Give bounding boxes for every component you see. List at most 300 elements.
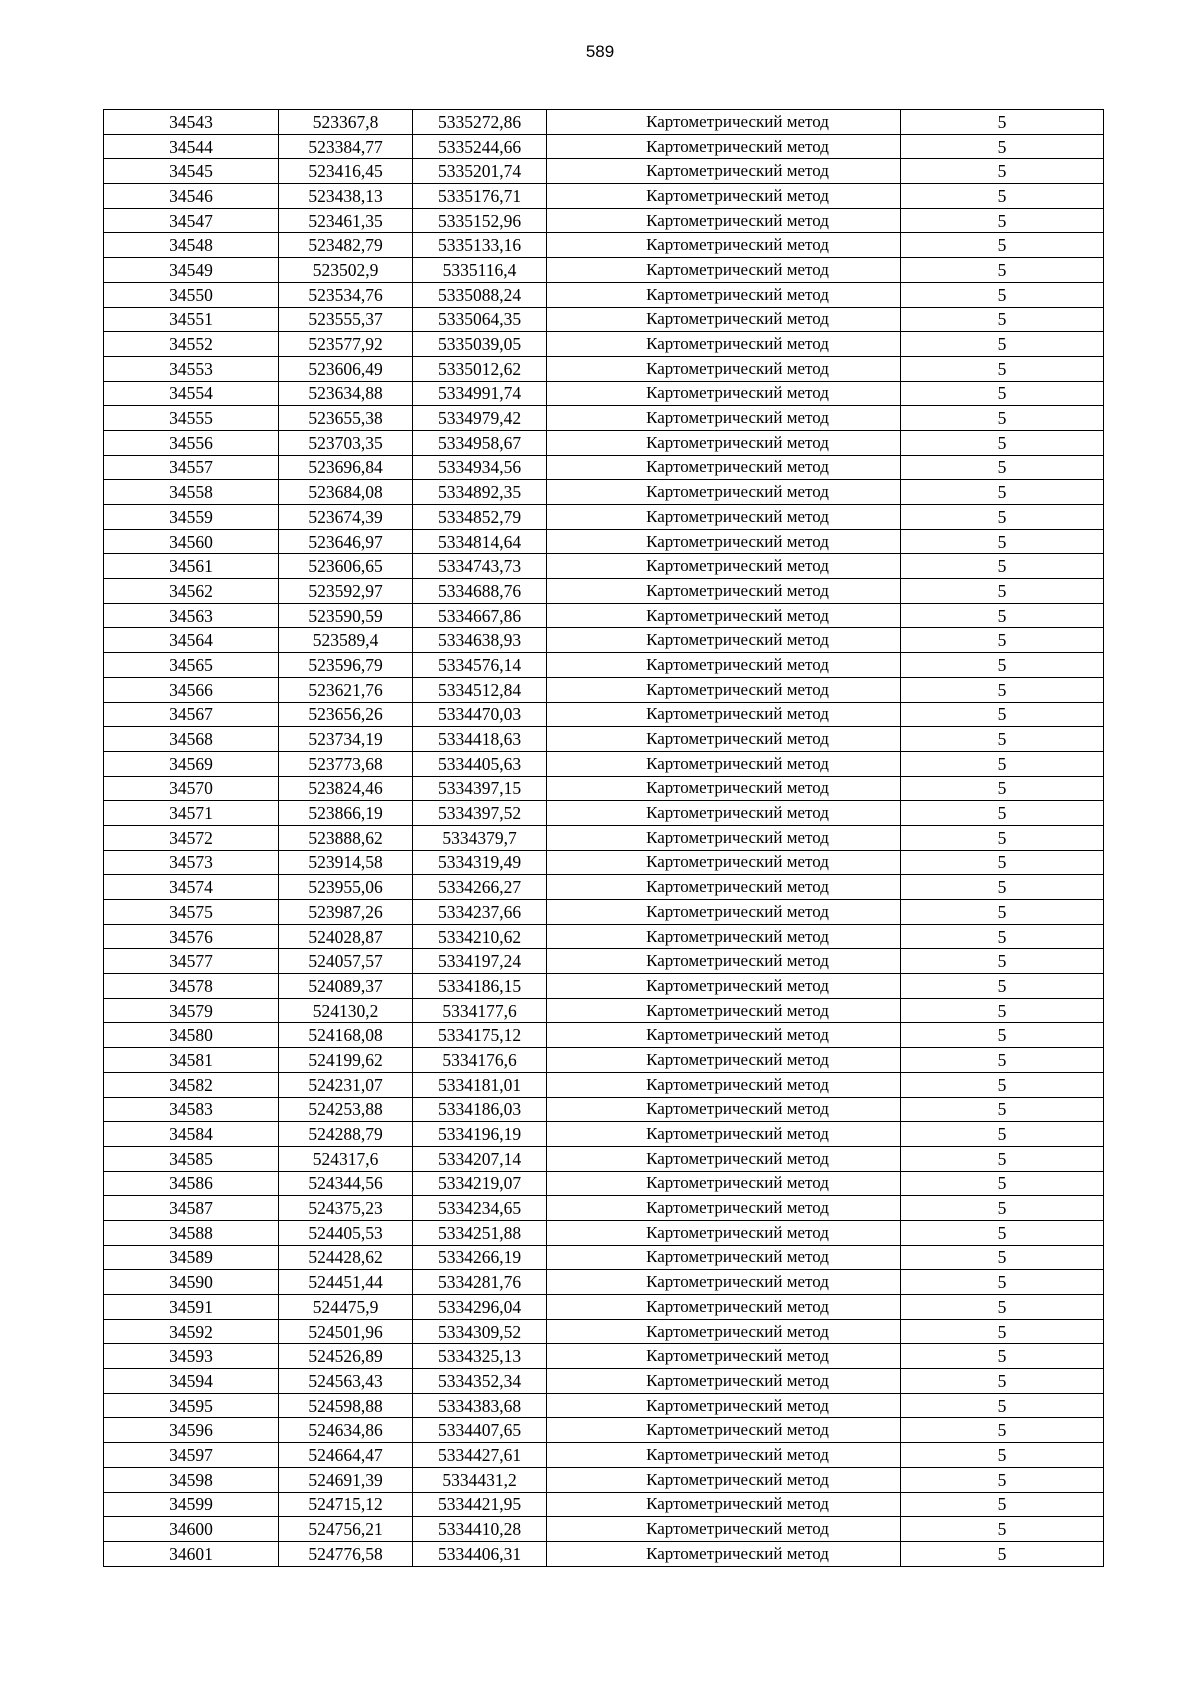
method-cell: Картометрический метод	[547, 974, 901, 999]
table-row	[104, 1492, 1104, 1517]
table-row	[104, 900, 1104, 925]
accuracy-cell: 5	[901, 825, 1104, 850]
x-coordinate-cell: 524344,56	[279, 1171, 413, 1196]
method-cell: Картометрический метод	[547, 307, 901, 332]
point-number-cell: 34546	[104, 184, 279, 209]
method-cell: Картометрический метод	[547, 1467, 901, 1492]
x-coordinate-cell: 524451,44	[279, 1270, 413, 1295]
method-cell: Картометрический метод	[547, 825, 901, 850]
y-coordinate-cell: 5334406,31	[413, 1541, 547, 1566]
table-row	[104, 159, 1104, 184]
x-coordinate-cell: 523384,77	[279, 134, 413, 159]
method-cell: Картометрический метод	[547, 1393, 901, 1418]
table-row	[104, 134, 1104, 159]
method-cell: Картометрический метод	[547, 998, 901, 1023]
y-coordinate-cell: 5334383,68	[413, 1393, 547, 1418]
table-row	[104, 998, 1104, 1023]
y-coordinate-cell: 5335272,86	[413, 110, 547, 135]
y-coordinate-cell: 5335064,35	[413, 307, 547, 332]
point-number-cell: 34585	[104, 1146, 279, 1171]
x-coordinate-cell: 524168,08	[279, 1023, 413, 1048]
accuracy-cell: 5	[901, 727, 1104, 752]
y-coordinate-cell: 5334418,63	[413, 727, 547, 752]
y-coordinate-cell: 5334688,76	[413, 579, 547, 604]
accuracy-cell: 5	[901, 110, 1104, 135]
accuracy-cell: 5	[901, 554, 1104, 579]
accuracy-cell: 5	[901, 1492, 1104, 1517]
accuracy-cell: 5	[901, 751, 1104, 776]
table-row	[104, 1122, 1104, 1147]
x-coordinate-cell: 524253,88	[279, 1097, 413, 1122]
accuracy-cell: 5	[901, 1319, 1104, 1344]
x-coordinate-cell: 524130,2	[279, 998, 413, 1023]
method-cell: Картометрический метод	[547, 1295, 901, 1320]
point-number-cell: 34550	[104, 282, 279, 307]
point-number-cell: 34549	[104, 258, 279, 283]
point-number-cell: 34559	[104, 505, 279, 530]
point-number-cell: 34567	[104, 702, 279, 727]
point-number-cell: 34588	[104, 1220, 279, 1245]
method-cell: Картометрический метод	[547, 875, 901, 900]
y-coordinate-cell: 5335012,62	[413, 356, 547, 381]
y-coordinate-cell: 5334181,01	[413, 1072, 547, 1097]
table-row	[104, 801, 1104, 826]
accuracy-cell: 5	[901, 1295, 1104, 1320]
accuracy-cell: 5	[901, 1146, 1104, 1171]
table-row	[104, 776, 1104, 801]
accuracy-cell: 5	[901, 949, 1104, 974]
point-number-cell: 34579	[104, 998, 279, 1023]
method-cell: Картометрический метод	[547, 1048, 901, 1073]
accuracy-cell: 5	[901, 184, 1104, 209]
table-row	[104, 1443, 1104, 1468]
table-row	[104, 1048, 1104, 1073]
table-row	[104, 850, 1104, 875]
table-row	[104, 381, 1104, 406]
method-cell: Картометрический метод	[547, 554, 901, 579]
method-cell: Картометрический метод	[547, 233, 901, 258]
table-row	[104, 825, 1104, 850]
method-cell: Картометрический метод	[547, 258, 901, 283]
table-row	[104, 1097, 1104, 1122]
accuracy-cell: 5	[901, 1344, 1104, 1369]
x-coordinate-cell: 524428,62	[279, 1245, 413, 1270]
method-cell: Картометрический метод	[547, 702, 901, 727]
x-coordinate-cell: 523696,84	[279, 455, 413, 480]
table-row	[104, 1270, 1104, 1295]
table-row	[104, 603, 1104, 628]
table-row	[104, 529, 1104, 554]
x-coordinate-cell: 523773,68	[279, 751, 413, 776]
point-number-cell: 34564	[104, 628, 279, 653]
point-number-cell: 34544	[104, 134, 279, 159]
point-number-cell: 34570	[104, 776, 279, 801]
point-number-cell: 34561	[104, 554, 279, 579]
point-number-cell: 34565	[104, 653, 279, 678]
table-row	[104, 1171, 1104, 1196]
accuracy-cell: 5	[901, 233, 1104, 258]
accuracy-cell: 5	[901, 924, 1104, 949]
method-cell: Картометрический метод	[547, 1146, 901, 1171]
method-cell: Картометрический метод	[547, 505, 901, 530]
accuracy-cell: 5	[901, 875, 1104, 900]
table-row	[104, 1393, 1104, 1418]
accuracy-cell: 5	[901, 406, 1104, 431]
method-cell: Картометрический метод	[547, 1245, 901, 1270]
x-coordinate-cell: 523656,26	[279, 702, 413, 727]
point-number-cell: 34572	[104, 825, 279, 850]
x-coordinate-cell: 523684,08	[279, 480, 413, 505]
table-row	[104, 924, 1104, 949]
y-coordinate-cell: 5334576,14	[413, 653, 547, 678]
method-cell: Картометрический метод	[547, 1369, 901, 1394]
point-number-cell: 34547	[104, 208, 279, 233]
point-number-cell: 34543	[104, 110, 279, 135]
method-cell: Картометрический метод	[547, 949, 901, 974]
point-number-cell: 34599	[104, 1492, 279, 1517]
accuracy-cell: 5	[901, 258, 1104, 283]
accuracy-cell: 5	[901, 282, 1104, 307]
method-cell: Картометрический метод	[547, 776, 901, 801]
x-coordinate-cell: 523577,92	[279, 332, 413, 357]
x-coordinate-cell: 524756,21	[279, 1517, 413, 1542]
point-number-cell: 34569	[104, 751, 279, 776]
point-number-cell: 34578	[104, 974, 279, 999]
x-coordinate-cell: 524199,62	[279, 1048, 413, 1073]
method-cell: Картометрический метод	[547, 603, 901, 628]
table-row	[104, 332, 1104, 357]
accuracy-cell: 5	[901, 1023, 1104, 1048]
method-cell: Картометрический метод	[547, 1270, 901, 1295]
method-cell: Картометрический метод	[547, 356, 901, 381]
y-coordinate-cell: 5335088,24	[413, 282, 547, 307]
x-coordinate-cell: 524526,89	[279, 1344, 413, 1369]
accuracy-cell: 5	[901, 381, 1104, 406]
point-number-cell: 34577	[104, 949, 279, 974]
accuracy-cell: 5	[901, 998, 1104, 1023]
table-row	[104, 480, 1104, 505]
accuracy-cell: 5	[901, 332, 1104, 357]
table-row	[104, 974, 1104, 999]
y-coordinate-cell: 5334175,12	[413, 1023, 547, 1048]
accuracy-cell: 5	[901, 628, 1104, 653]
method-cell: Картометрический метод	[547, 430, 901, 455]
accuracy-cell: 5	[901, 1196, 1104, 1221]
table-row	[104, 875, 1104, 900]
y-coordinate-cell: 5334186,15	[413, 974, 547, 999]
method-cell: Картометрический метод	[547, 850, 901, 875]
point-number-cell: 34568	[104, 727, 279, 752]
method-cell: Картометрический метод	[547, 381, 901, 406]
point-number-cell: 34596	[104, 1418, 279, 1443]
method-cell: Картометрический метод	[547, 134, 901, 159]
x-coordinate-cell: 524691,39	[279, 1467, 413, 1492]
y-coordinate-cell: 5334638,93	[413, 628, 547, 653]
table-row	[104, 1467, 1104, 1492]
table-row	[104, 233, 1104, 258]
accuracy-cell: 5	[901, 603, 1104, 628]
y-coordinate-cell: 5335176,71	[413, 184, 547, 209]
accuracy-cell: 5	[901, 1369, 1104, 1394]
table-row	[104, 554, 1104, 579]
point-number-cell: 34554	[104, 381, 279, 406]
accuracy-cell: 5	[901, 1418, 1104, 1443]
y-coordinate-cell: 5334397,15	[413, 776, 547, 801]
y-coordinate-cell: 5334892,35	[413, 480, 547, 505]
method-cell: Картометрический метод	[547, 1541, 901, 1566]
x-coordinate-cell: 523606,65	[279, 554, 413, 579]
x-coordinate-cell: 523502,9	[279, 258, 413, 283]
method-cell: Картометрический метод	[547, 110, 901, 135]
method-cell: Картометрический метод	[547, 184, 901, 209]
table-row	[104, 727, 1104, 752]
accuracy-cell: 5	[901, 974, 1104, 999]
point-number-cell: 34598	[104, 1467, 279, 1492]
table-row	[104, 1319, 1104, 1344]
y-coordinate-cell: 5335244,66	[413, 134, 547, 159]
point-number-cell: 34589	[104, 1245, 279, 1270]
y-coordinate-cell: 5335152,96	[413, 208, 547, 233]
method-cell: Картометрический метод	[547, 159, 901, 184]
point-number-cell: 34552	[104, 332, 279, 357]
point-number-cell: 34558	[104, 480, 279, 505]
accuracy-cell: 5	[901, 776, 1104, 801]
point-number-cell: 34592	[104, 1319, 279, 1344]
x-coordinate-cell: 523987,26	[279, 900, 413, 925]
table-row	[104, 356, 1104, 381]
x-coordinate-cell: 524776,58	[279, 1541, 413, 1566]
y-coordinate-cell: 5335133,16	[413, 233, 547, 258]
accuracy-cell: 5	[901, 480, 1104, 505]
table-row	[104, 1418, 1104, 1443]
point-number-cell: 34597	[104, 1443, 279, 1468]
x-coordinate-cell: 523655,38	[279, 406, 413, 431]
method-cell: Картометрический метод	[547, 1220, 901, 1245]
method-cell: Картометрический метод	[547, 579, 901, 604]
x-coordinate-cell: 523824,46	[279, 776, 413, 801]
accuracy-cell: 5	[901, 900, 1104, 925]
point-number-cell: 34548	[104, 233, 279, 258]
method-cell: Картометрический метод	[547, 1418, 901, 1443]
method-cell: Картометрический метод	[547, 924, 901, 949]
accuracy-cell: 5	[901, 430, 1104, 455]
point-number-cell: 34556	[104, 430, 279, 455]
method-cell: Картометрический метод	[547, 628, 901, 653]
x-coordinate-cell: 523634,88	[279, 381, 413, 406]
accuracy-cell: 5	[901, 159, 1104, 184]
accuracy-cell: 5	[901, 356, 1104, 381]
y-coordinate-cell: 5334934,56	[413, 455, 547, 480]
table-row	[104, 307, 1104, 332]
table-row	[104, 1146, 1104, 1171]
point-number-cell: 34562	[104, 579, 279, 604]
x-coordinate-cell: 524405,53	[279, 1220, 413, 1245]
y-coordinate-cell: 5334405,63	[413, 751, 547, 776]
table-row	[104, 184, 1104, 209]
x-coordinate-cell: 523955,06	[279, 875, 413, 900]
y-coordinate-cell: 5334979,42	[413, 406, 547, 431]
table-row	[104, 653, 1104, 678]
point-number-cell: 34571	[104, 801, 279, 826]
table-row	[104, 1196, 1104, 1221]
method-cell: Картометрический метод	[547, 1319, 901, 1344]
y-coordinate-cell: 5334234,65	[413, 1196, 547, 1221]
method-cell: Картометрический метод	[547, 332, 901, 357]
x-coordinate-cell: 524563,43	[279, 1369, 413, 1394]
y-coordinate-cell: 5334197,24	[413, 949, 547, 974]
method-cell: Картометрический метод	[547, 455, 901, 480]
point-number-cell: 34584	[104, 1122, 279, 1147]
table-row	[104, 677, 1104, 702]
x-coordinate-cell: 524057,57	[279, 949, 413, 974]
accuracy-cell: 5	[901, 529, 1104, 554]
y-coordinate-cell: 5334309,52	[413, 1319, 547, 1344]
point-number-cell: 34566	[104, 677, 279, 702]
method-cell: Картометрический метод	[547, 1517, 901, 1542]
point-number-cell: 34593	[104, 1344, 279, 1369]
method-cell: Картометрический метод	[547, 1344, 901, 1369]
x-coordinate-cell: 523482,79	[279, 233, 413, 258]
x-coordinate-cell: 524475,9	[279, 1295, 413, 1320]
y-coordinate-cell: 5334325,13	[413, 1344, 547, 1369]
method-cell: Картометрический метод	[547, 1023, 901, 1048]
accuracy-cell: 5	[901, 579, 1104, 604]
y-coordinate-cell: 5335116,4	[413, 258, 547, 283]
point-number-cell: 34594	[104, 1369, 279, 1394]
point-number-cell: 34563	[104, 603, 279, 628]
point-number-cell: 34551	[104, 307, 279, 332]
point-number-cell: 34580	[104, 1023, 279, 1048]
point-number-cell: 34600	[104, 1517, 279, 1542]
method-cell: Картометрический метод	[547, 282, 901, 307]
point-number-cell: 34574	[104, 875, 279, 900]
table-row	[104, 1072, 1104, 1097]
x-coordinate-cell: 524501,96	[279, 1319, 413, 1344]
x-coordinate-cell: 524375,23	[279, 1196, 413, 1221]
y-coordinate-cell: 5334512,84	[413, 677, 547, 702]
method-cell: Картометрический метод	[547, 406, 901, 431]
table-row	[104, 505, 1104, 530]
y-coordinate-cell: 5334251,88	[413, 1220, 547, 1245]
point-number-cell: 34582	[104, 1072, 279, 1097]
point-number-cell: 34595	[104, 1393, 279, 1418]
point-number-cell: 34581	[104, 1048, 279, 1073]
x-coordinate-cell: 523367,8	[279, 110, 413, 135]
y-coordinate-cell: 5334407,65	[413, 1418, 547, 1443]
point-number-cell: 34586	[104, 1171, 279, 1196]
x-coordinate-cell: 523914,58	[279, 850, 413, 875]
method-cell: Картометрический метод	[547, 1492, 901, 1517]
table-row	[104, 751, 1104, 776]
y-coordinate-cell: 5334958,67	[413, 430, 547, 455]
y-coordinate-cell: 5334427,61	[413, 1443, 547, 1468]
y-coordinate-cell: 5334219,07	[413, 1171, 547, 1196]
x-coordinate-cell: 524715,12	[279, 1492, 413, 1517]
table-row	[104, 1220, 1104, 1245]
method-cell: Картометрический метод	[547, 1072, 901, 1097]
method-cell: Картометрический метод	[547, 900, 901, 925]
x-coordinate-cell: 524231,07	[279, 1072, 413, 1097]
accuracy-cell: 5	[901, 505, 1104, 530]
x-coordinate-cell: 523646,97	[279, 529, 413, 554]
accuracy-cell: 5	[901, 1048, 1104, 1073]
table-row	[104, 1517, 1104, 1542]
x-coordinate-cell: 523438,13	[279, 184, 413, 209]
accuracy-cell: 5	[901, 455, 1104, 480]
x-coordinate-cell: 524634,86	[279, 1418, 413, 1443]
accuracy-cell: 5	[901, 1467, 1104, 1492]
method-cell: Картометрический метод	[547, 677, 901, 702]
coordinates-table	[103, 109, 1104, 1567]
point-number-cell: 34591	[104, 1295, 279, 1320]
table-row	[104, 406, 1104, 431]
table-row	[104, 110, 1104, 135]
y-coordinate-cell: 5334410,28	[413, 1517, 547, 1542]
table-row	[104, 430, 1104, 455]
x-coordinate-cell: 524664,47	[279, 1443, 413, 1468]
accuracy-cell: 5	[901, 1541, 1104, 1566]
table-row	[104, 1541, 1104, 1566]
x-coordinate-cell: 523555,37	[279, 307, 413, 332]
coordinates-table-body	[104, 110, 1104, 1567]
table-row	[104, 455, 1104, 480]
y-coordinate-cell: 5334667,86	[413, 603, 547, 628]
y-coordinate-cell: 5334352,34	[413, 1369, 547, 1394]
x-coordinate-cell: 523703,35	[279, 430, 413, 455]
x-coordinate-cell: 524288,79	[279, 1122, 413, 1147]
y-coordinate-cell: 5334296,04	[413, 1295, 547, 1320]
table-row	[104, 702, 1104, 727]
table-row	[104, 628, 1104, 653]
y-coordinate-cell: 5334207,14	[413, 1146, 547, 1171]
x-coordinate-cell: 523621,76	[279, 677, 413, 702]
x-coordinate-cell: 523866,19	[279, 801, 413, 826]
point-number-cell: 34576	[104, 924, 279, 949]
y-coordinate-cell: 5334991,74	[413, 381, 547, 406]
table-row	[104, 949, 1104, 974]
accuracy-cell: 5	[901, 1220, 1104, 1245]
x-coordinate-cell: 523596,79	[279, 653, 413, 678]
x-coordinate-cell: 523888,62	[279, 825, 413, 850]
accuracy-cell: 5	[901, 850, 1104, 875]
y-coordinate-cell: 5334421,95	[413, 1492, 547, 1517]
y-coordinate-cell: 5334186,03	[413, 1097, 547, 1122]
y-coordinate-cell: 5334177,6	[413, 998, 547, 1023]
table-row	[104, 1295, 1104, 1320]
table-row	[104, 1245, 1104, 1270]
y-coordinate-cell: 5334397,52	[413, 801, 547, 826]
y-coordinate-cell: 5334266,27	[413, 875, 547, 900]
table-row	[104, 258, 1104, 283]
point-number-cell: 34560	[104, 529, 279, 554]
page-number: 589	[585, 42, 615, 61]
method-cell: Картометрический метод	[547, 751, 901, 776]
accuracy-cell: 5	[901, 1072, 1104, 1097]
table-row	[104, 208, 1104, 233]
x-coordinate-cell: 524598,88	[279, 1393, 413, 1418]
x-coordinate-cell: 523606,49	[279, 356, 413, 381]
point-number-cell: 34590	[104, 1270, 279, 1295]
x-coordinate-cell: 523589,4	[279, 628, 413, 653]
y-coordinate-cell: 5334281,76	[413, 1270, 547, 1295]
table-row	[104, 1369, 1104, 1394]
y-coordinate-cell: 5334431,2	[413, 1467, 547, 1492]
point-number-cell: 34573	[104, 850, 279, 875]
y-coordinate-cell: 5335039,05	[413, 332, 547, 357]
table-row	[104, 1023, 1104, 1048]
accuracy-cell: 5	[901, 1393, 1104, 1418]
method-cell: Картометрический метод	[547, 208, 901, 233]
